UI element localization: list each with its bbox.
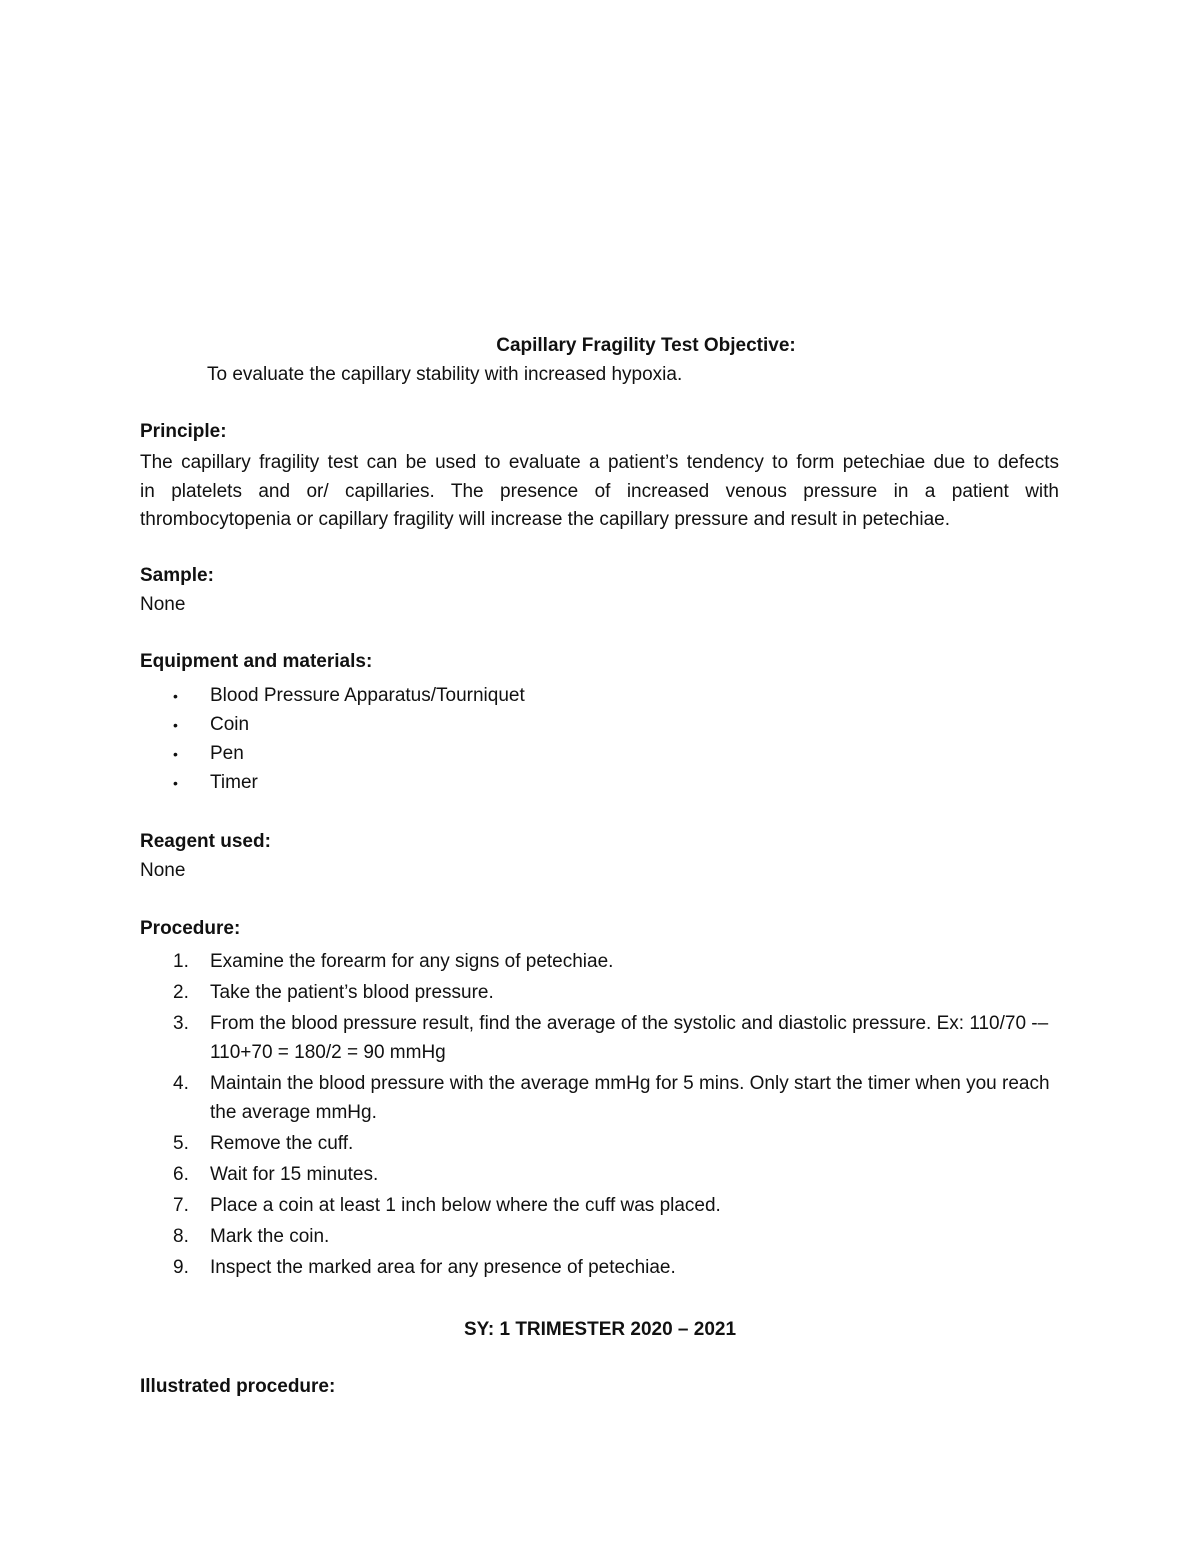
step-text: Mark the coin.: [210, 1226, 330, 1247]
step-text: Wait for 15 minutes.: [210, 1164, 379, 1185]
step-text: Take the patient’s blood pressure.: [210, 982, 494, 1003]
bullet-icon: •: [173, 775, 178, 791]
procedure-step: [170, 1129, 1060, 1158]
equipment-item: Timer: [210, 772, 258, 793]
step-number: 4.: [173, 1073, 189, 1094]
procedure-step: [170, 1009, 1060, 1067]
reagent-value: None: [140, 860, 186, 881]
principle-heading: Principle:: [140, 421, 227, 442]
procedure-list: [170, 947, 1060, 1284]
document-title: Capillary Fragility Test Objective:: [496, 335, 796, 356]
step-number: 1.: [173, 951, 189, 972]
reagent-heading: Reagent used:: [140, 831, 271, 852]
step-number: 8.: [173, 1226, 189, 1247]
principle-line: The capillary fragility test can be used to evaluate a patient’s tendency to form petechiae due to defects: [140, 452, 1059, 473]
procedure-step: [170, 1222, 1060, 1251]
sample-value: None: [140, 594, 186, 615]
school-year-label: SY: 1 TRIMESTER 2020 – 2021: [463, 1319, 737, 1340]
objective-text: To evaluate the capillary stability with increased hypoxia.: [207, 364, 683, 385]
principle-line: in platelets and or/ capillaries. The presence of increased venous pressure in a patient with: [140, 480, 1059, 502]
bullet-icon: •: [173, 717, 178, 733]
principle-line: thrombocytopenia or capillary fragility will increase the capillary pressure and result in petechiae.: [140, 509, 951, 530]
procedure-step: [170, 947, 1060, 976]
list-item: [170, 712, 525, 741]
equipment-item: Pen: [210, 743, 244, 764]
procedure-heading: Procedure:: [140, 918, 241, 939]
illustrated-procedure-heading: Illustrated procedure:: [140, 1376, 336, 1397]
step-text: Maintain the blood pressure with the average mmHg for 5 mins. Only start the timer when you reach the average mmHg.: [210, 1073, 1050, 1123]
step-text: Place a coin at least 1 inch below where the cuff was placed.: [210, 1195, 721, 1216]
step-text: Examine the forearm for any signs of petechiae.: [210, 951, 614, 972]
list-item: [170, 741, 525, 770]
equipment-item: Blood Pressure Apparatus/Tourniquet: [210, 685, 525, 706]
step-number: 6.: [173, 1164, 189, 1185]
bullet-icon: •: [173, 688, 178, 704]
procedure-step: [170, 1253, 1060, 1282]
list-item: [170, 683, 525, 712]
procedure-step: [170, 1191, 1060, 1220]
equipment-heading: Equipment and materials:: [140, 651, 373, 672]
bullet-icon: •: [173, 746, 178, 762]
equipment-list: [170, 683, 525, 799]
procedure-step: [170, 978, 1060, 1007]
step-number: 3.: [173, 1013, 189, 1034]
list-item: [170, 770, 525, 799]
step-text: Remove the cuff.: [210, 1133, 354, 1154]
step-number: 2.: [173, 982, 189, 1003]
principle-paragraph: [140, 449, 1059, 535]
step-text: Inspect the marked area for any presence of petechiae.: [210, 1257, 676, 1278]
step-number: 5.: [173, 1133, 189, 1154]
equipment-item: Coin: [210, 714, 250, 735]
step-text: From the blood pressure result, find the average of the systolic and diastolic pressure. Ex: 110/70 -– 110+70 = 180/2 = 90 mmHg: [210, 1013, 1049, 1063]
step-number: 7.: [173, 1195, 189, 1216]
procedure-step: [170, 1160, 1060, 1189]
sample-heading: Sample:: [140, 565, 214, 586]
step-number: 9.: [173, 1257, 189, 1278]
procedure-step: [170, 1069, 1060, 1127]
